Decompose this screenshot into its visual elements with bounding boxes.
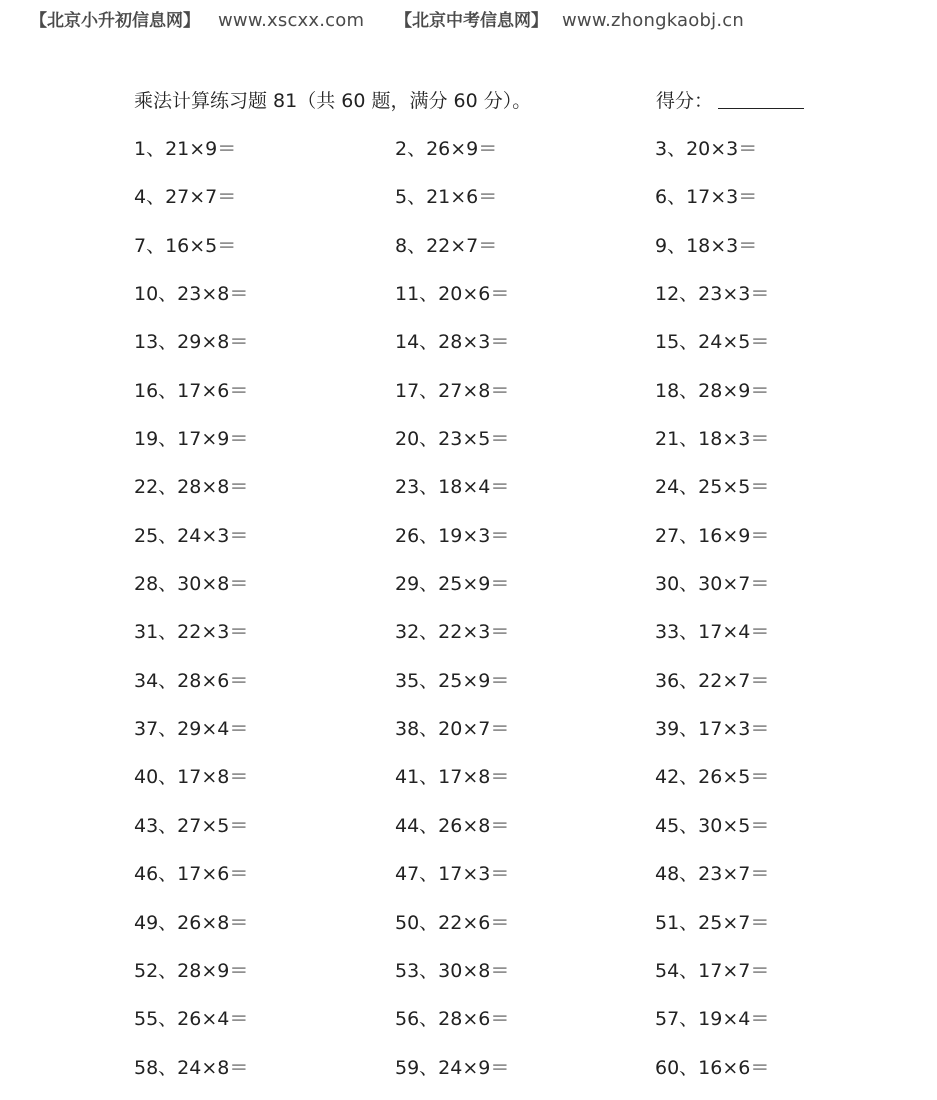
problem-item: 2、26×9＝ <box>395 138 498 160</box>
header-site-name-zhongkao: 【北京中考信息网】 <box>395 11 548 31</box>
problem-item: 57、19×4＝ <box>655 1008 770 1031</box>
problem-item: 4、27×7＝ <box>134 186 237 209</box>
problem-item: 45、30×5＝ <box>655 814 770 837</box>
problem-item: 5、21×6＝ <box>395 186 498 209</box>
problem-item: 30、30×7＝ <box>655 573 770 596</box>
problem-item: 53、30×8＝ <box>395 959 510 982</box>
problem-item: 48、23×7＝ <box>655 863 770 886</box>
problem-item: 56、28×6＝ <box>395 1008 510 1031</box>
problem-item: 15、24×5＝ <box>655 331 770 354</box>
problem-item: 31、22×3＝ <box>134 621 249 644</box>
problem-item: 13、29×8＝ <box>134 331 249 354</box>
problem-item: 12、23×3＝ <box>655 283 770 306</box>
problem-item: 60、16×6＝ <box>655 1056 770 1079</box>
problem-item: 27、16×9＝ <box>655 524 770 547</box>
problem-item: 46、17×6＝ <box>134 863 249 886</box>
problem-item: 28、30×8＝ <box>134 573 249 596</box>
problem-item: 9、18×3＝ <box>655 234 758 257</box>
problem-item: 36、22×7＝ <box>655 669 770 692</box>
problem-item: 43、27×5＝ <box>134 814 249 837</box>
problem-item: 34、28×6＝ <box>134 669 249 692</box>
problem-item: 14、28×3＝ <box>395 331 510 354</box>
problem-item: 42、26×5＝ <box>655 766 770 789</box>
problem-item: 58、24×8＝ <box>134 1056 249 1079</box>
problem-item: 51、25×7＝ <box>655 911 770 934</box>
header-site-name-xiaoshengchu: 【北京小升初信息网】 <box>30 11 200 31</box>
problem-item: 35、25×9＝ <box>395 669 510 692</box>
problem-item: 24、25×5＝ <box>655 476 770 499</box>
problem-item: 25、24×3＝ <box>134 524 249 547</box>
problem-item: 7、16×5＝ <box>134 234 237 257</box>
problem-item: 55、26×4＝ <box>134 1008 249 1031</box>
problem-item: 23、18×4＝ <box>395 476 510 499</box>
problem-item: 16、17×6＝ <box>134 379 249 402</box>
problem-item: 20、23×5＝ <box>395 428 510 451</box>
problem-item: 3、20×3＝ <box>655 138 758 160</box>
problem-item: 41、17×8＝ <box>395 766 510 789</box>
worksheet-title-row <box>134 86 834 116</box>
problem-item: 40、17×8＝ <box>134 766 249 789</box>
problem-item: 10、23×8＝ <box>134 283 249 306</box>
problem-item: 1、21×9＝ <box>134 138 237 160</box>
problem-item: 18、28×9＝ <box>655 379 770 402</box>
problem-item: 54、17×7＝ <box>655 959 770 982</box>
problem-item: 52、28×9＝ <box>134 959 249 982</box>
problem-item: 37、29×4＝ <box>134 718 249 741</box>
problem-item: 33、17×4＝ <box>655 621 770 644</box>
problem-item: 17、27×8＝ <box>395 379 510 402</box>
problem-item: 19、17×9＝ <box>134 428 249 451</box>
score-blank-line <box>718 108 804 109</box>
header-link-xscxx[interactable]: www.xscxx.com <box>218 10 365 31</box>
problem-item: 8、22×7＝ <box>395 234 498 257</box>
problem-item: 50、22×6＝ <box>395 911 510 934</box>
problem-item: 26、19×3＝ <box>395 524 510 547</box>
page-header <box>30 8 910 34</box>
worksheet-title: 乘法计算练习题 81（共 60 题，满分 60 分）。 <box>134 90 532 112</box>
problem-item: 39、17×3＝ <box>655 718 770 741</box>
problem-item: 21、18×3＝ <box>655 428 770 451</box>
problem-item: 47、17×3＝ <box>395 863 510 886</box>
score-label: 得分： <box>656 90 714 112</box>
problem-item: 11、20×6＝ <box>395 283 510 306</box>
problem-item: 29、25×9＝ <box>395 573 510 596</box>
problem-item: 38、20×7＝ <box>395 718 510 741</box>
problem-item: 22、28×8＝ <box>134 476 249 499</box>
header-link-zhongkaobj[interactable]: www.zhongkaobj.cn <box>562 10 744 31</box>
problem-item: 44、26×8＝ <box>395 814 510 837</box>
problem-item: 32、22×3＝ <box>395 621 510 644</box>
problem-item: 59、24×9＝ <box>395 1056 510 1079</box>
problem-grid <box>134 133 854 1100</box>
problem-item: 6、17×3＝ <box>655 186 758 209</box>
problem-item: 49、26×8＝ <box>134 911 249 934</box>
